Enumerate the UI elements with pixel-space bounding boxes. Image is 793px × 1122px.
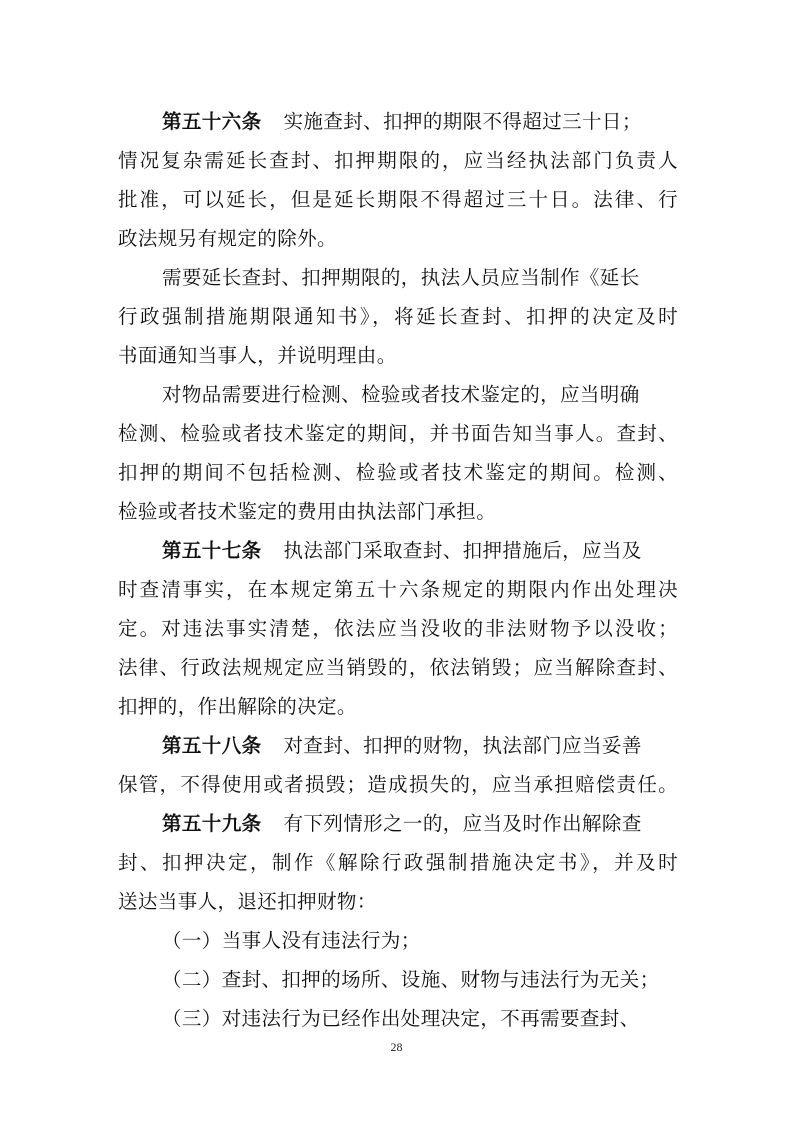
text-line: 检验或者技术鉴定的费用由执法部门承担。 xyxy=(118,500,497,523)
list-item: （二）查封、扣押的场所、设施、财物与违法行为无关； xyxy=(162,968,660,991)
text-line xyxy=(118,102,678,141)
text-line xyxy=(118,726,678,765)
line-text: 实施查封、扣押的期限不得超过三十日； xyxy=(283,110,642,133)
text-line: 法律、行政法规规定应当销毁的，依法销毁；应当解除查封、 xyxy=(118,656,678,679)
text-line: 封、扣押决定，制作《解除行政强制措施决定书》，并及时 xyxy=(118,851,678,874)
text-line: 需要延长查封、扣押期限的，执法人员应当制作《延长 xyxy=(162,266,640,289)
text-line xyxy=(118,531,678,570)
article-number: 第五十八条 xyxy=(162,734,262,757)
text-line: 情况复杂需延长查封、扣押期限的，应当经执法部门负责人 xyxy=(118,149,678,172)
text-line: 送达当事人，退还扣押财物： xyxy=(118,890,377,913)
line-text: 有下列情形之一的，应当及时作出解除查 xyxy=(283,812,642,835)
text-line: 检测、检验或者技术鉴定的期间，并书面告知当事人。查封、 xyxy=(118,422,678,445)
text-line: 扣押的期间不包括检测、检验或者技术鉴定的期间。检测、 xyxy=(118,461,678,484)
list-item: （三）对违法行为已经作出处理决定，不再需要查封、 xyxy=(162,1007,640,1030)
page-number: 28 xyxy=(390,1040,403,1054)
text-line: 书面通知当事人，并说明理由。 xyxy=(118,344,397,367)
regulation-text xyxy=(118,102,678,1038)
article-number: 第五十九条 xyxy=(162,812,262,835)
list-item: （一）当事人没有违法行为； xyxy=(162,929,421,952)
text-line: 扣押的，作出解除的决定。 xyxy=(118,695,357,718)
line-text: 对查封、扣押的财物，执法部门应当妥善 xyxy=(283,734,642,757)
text-line: 时查清事实，在本规定第五十六条规定的期限内作出处理决 xyxy=(118,578,678,601)
text-line: 对物品需要进行检测、检验或者技术鉴定的，应当明确 xyxy=(162,383,640,406)
text-line: 政法规另有规定的除外。 xyxy=(118,227,337,250)
text-line: 定。对违法事实清楚，依法应当没收的非法财物予以没收； xyxy=(118,617,678,640)
text-line: 保管，不得使用或者损毁；造成损失的，应当承担赔偿责任。 xyxy=(118,773,678,796)
text-line: 批准，可以延长，但是延长期限不得超过三十日。法律、行 xyxy=(118,188,678,211)
article-number: 第五十六条 xyxy=(162,110,262,133)
article-number: 第五十七条 xyxy=(162,539,262,562)
text-line xyxy=(118,804,678,843)
line-text: 执法部门采取查封、扣押措施后，应当及 xyxy=(283,539,642,562)
text-line: 行政强制措施期限通知书》，将延长查封、扣押的决定及时 xyxy=(118,305,678,328)
